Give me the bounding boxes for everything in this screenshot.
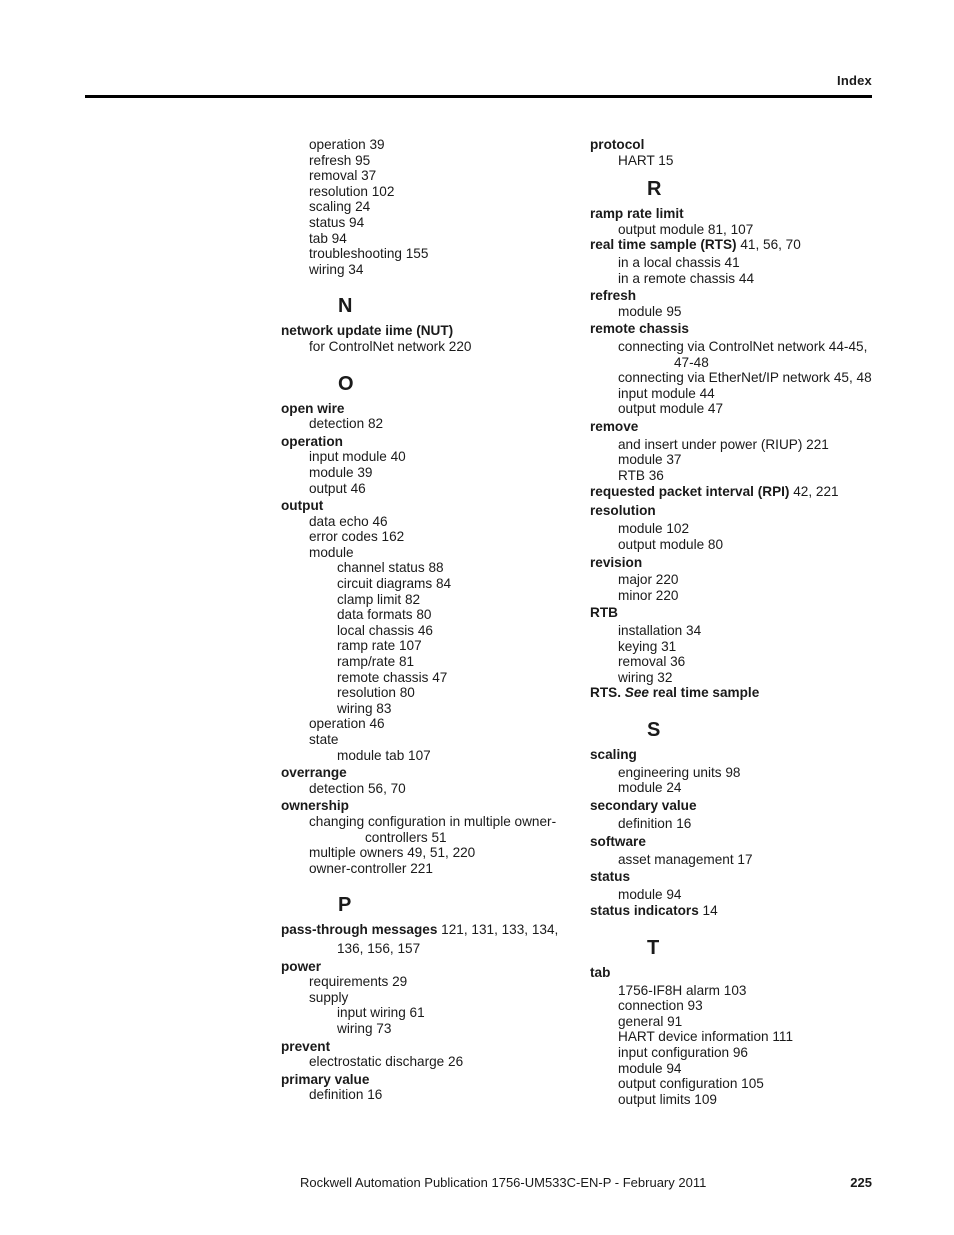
index-subentry: major 220: [618, 572, 679, 588]
index-term-pages: 14: [698, 903, 718, 919]
see-target: real time sample: [652, 685, 760, 701]
index-letter-heading: P: [338, 894, 352, 917]
index-letter-heading: O: [338, 372, 354, 395]
index-subentry: input configuration 96: [618, 1044, 748, 1060]
index-term-with-pages: [590, 237, 890, 253]
index-subentry: output module 80: [618, 537, 724, 553]
index-subentry: in a remote chassis 44: [618, 270, 755, 286]
index-subentry: resolution 102: [309, 183, 395, 199]
index-subsubentry: local chassis 46: [337, 622, 433, 638]
index-subentry: connecting via EtherNet/IP network 45, 48: [618, 370, 872, 386]
index-subentry-continuation: 47-48: [674, 354, 709, 370]
index-subentry: status 94: [309, 214, 365, 230]
index-subentry: refresh 95: [309, 152, 371, 168]
index-term-with-pages: [590, 484, 890, 500]
index-subsubentry: circuit diagrams 84: [337, 576, 452, 592]
index-letter-heading: N: [338, 295, 353, 318]
index-subentry: operation 39: [309, 137, 385, 152]
index-subentry: data echo 46: [309, 513, 388, 529]
index-term: requested packet interval (RPI): [590, 484, 790, 500]
index-subentry: in a local chassis 41: [618, 254, 740, 270]
index-subsubentry: data formats 80: [337, 607, 432, 623]
index-term: protocol: [590, 137, 645, 152]
index-term: operation: [281, 433, 343, 449]
index-subentry: and insert under power (RIUP) 221: [618, 436, 829, 452]
index-subsubentry: ramp/rate 81: [337, 654, 415, 670]
index-term: status: [590, 869, 631, 885]
index-subentry: module 24: [618, 780, 682, 796]
index-term: secondary value: [590, 797, 697, 813]
index-subentry: connecting via ControlNet network 44-45,: [618, 338, 868, 354]
index-term: remote chassis: [590, 321, 689, 337]
index-subentry: 1756-IF8H alarm 103: [618, 982, 747, 998]
index-subentry-continuation: controllers 51: [365, 829, 447, 845]
index-subentry: supply: [309, 989, 349, 1005]
index-subentry: module 102: [618, 521, 690, 537]
index-subentry: owner-controller 221: [309, 860, 433, 876]
index-column-right: [590, 137, 890, 1107]
index-subentry: module 37: [618, 452, 682, 468]
index-term: ramp rate limit: [590, 206, 684, 222]
index-term-with-pages: [590, 903, 890, 919]
index-term: resolution: [590, 502, 656, 518]
index-term: refresh: [590, 288, 637, 304]
index-term: software: [590, 833, 646, 849]
index-subsubentry: input wiring 61: [337, 1005, 425, 1021]
index-letter-heading: S: [647, 719, 661, 741]
index-subentry: output module 81, 107: [618, 221, 754, 237]
index-subentry: wiring 32: [618, 669, 673, 685]
index-subentry: minor 220: [618, 587, 679, 603]
index-term: pass-through messages: [281, 922, 438, 938]
index-subentry: module: [309, 544, 354, 560]
header-section-label: Index: [837, 73, 872, 88]
index-column-left: [281, 137, 581, 1103]
index-subentry: output configuration 105: [618, 1076, 764, 1092]
see-label: See: [624, 685, 649, 701]
index-subentry: connection 93: [618, 998, 703, 1014]
index-term: tab: [590, 964, 611, 980]
index-subentry: asset management 17: [618, 851, 753, 867]
index-term: open wire: [281, 400, 345, 416]
index-term: real time sample (RTS): [590, 237, 737, 253]
index-subentry: module 94: [618, 886, 682, 902]
index-subentry: output module 47: [618, 401, 724, 417]
index-term: primary value: [281, 1071, 370, 1087]
index-term-pages-continuation: 136, 156, 157: [337, 940, 421, 956]
index-subsubentry: wiring 83: [337, 700, 392, 716]
index-subentry: engineering units 98: [618, 764, 741, 780]
index-letter-heading: T: [647, 936, 660, 959]
index-subentry: installation 34: [618, 623, 702, 639]
index-term: RTS.: [590, 685, 621, 701]
index-term: status indicators: [590, 903, 699, 919]
index-subentry: electrostatic discharge 26: [309, 1054, 464, 1070]
index-subsubentry: remote chassis 47: [337, 669, 448, 685]
index-subsubentry: ramp rate 107: [337, 638, 422, 654]
index-subentry: error codes 162: [309, 529, 405, 545]
index-term-pages: 121, 131, 133, 134,: [437, 922, 559, 938]
index-term: remove: [590, 418, 639, 434]
index-term: power: [281, 958, 322, 974]
index-subentry: operation 46: [309, 716, 385, 732]
index-subsubentry: module tab 107: [337, 747, 431, 763]
index-subentry: general 91: [618, 1013, 683, 1029]
index-subentry: scaling 24: [309, 199, 371, 215]
index-subentry: HART 15: [618, 152, 674, 168]
index-subentry: input module 40: [309, 449, 406, 465]
index-subentry: for ControlNet network 220: [309, 338, 472, 354]
index-term-pages: 42, 221: [789, 484, 839, 500]
index-subsubentry: resolution 80: [337, 685, 415, 701]
index-subentry: input module 44: [618, 385, 715, 401]
index-term-with-pages: [281, 922, 581, 938]
index-term: network update iime (NUT): [281, 323, 454, 339]
index-subentry: output 46: [309, 480, 366, 496]
index-subentry: module 39: [309, 464, 373, 480]
index-subsubentry: channel status 88: [337, 560, 444, 576]
footer-publication: Rockwell Automation Publication 1756-UM533C-EN-P - February 2011: [300, 1175, 707, 1190]
index-letter-heading: R: [647, 178, 662, 201]
index-subentry: requirements 29: [309, 974, 408, 990]
index-subentry: removal 36: [618, 654, 686, 670]
index-see-reference: [590, 685, 890, 701]
index-term: RTB: [590, 605, 618, 621]
index-subentry: output limits 109: [618, 1091, 717, 1107]
index-subentry: module 95: [618, 303, 682, 319]
page-number: 225: [850, 1175, 872, 1190]
index-subentry: definition 16: [618, 816, 692, 832]
index-subentry: troubleshooting 155: [309, 246, 429, 262]
index-term: overrange: [281, 765, 347, 781]
index-subentry: definition 16: [309, 1087, 383, 1103]
index-term: ownership: [281, 798, 349, 814]
index-subentry: HART device information 111: [618, 1029, 794, 1045]
index-term: prevent: [281, 1038, 331, 1054]
index-term: output: [281, 498, 324, 514]
index-subentry: module 94: [618, 1060, 682, 1076]
index-subentry: keying 31: [618, 638, 677, 654]
index-subsubentry: clamp limit 82: [337, 591, 421, 607]
index-term: revision: [590, 554, 643, 570]
index-term: scaling: [590, 747, 637, 762]
index-term-pages: 41, 56, 70: [736, 237, 801, 253]
index-subentry: tab 94: [309, 230, 347, 246]
index-subentry: detection 56, 70: [309, 780, 406, 796]
index-subentry: multiple owners 49, 51, 220: [309, 845, 476, 861]
index-subentry: removal 37: [309, 168, 377, 184]
header-rule: [85, 95, 872, 98]
index-subsubentry: wiring 73: [337, 1020, 392, 1036]
index-subentry: changing configuration in multiple owner-: [309, 813, 557, 829]
index-subentry: detection 82: [309, 416, 384, 432]
index-subentry: wiring 34: [309, 261, 364, 277]
index-subentry: RTB 36: [618, 467, 664, 483]
index-subentry: state: [309, 732, 339, 747]
